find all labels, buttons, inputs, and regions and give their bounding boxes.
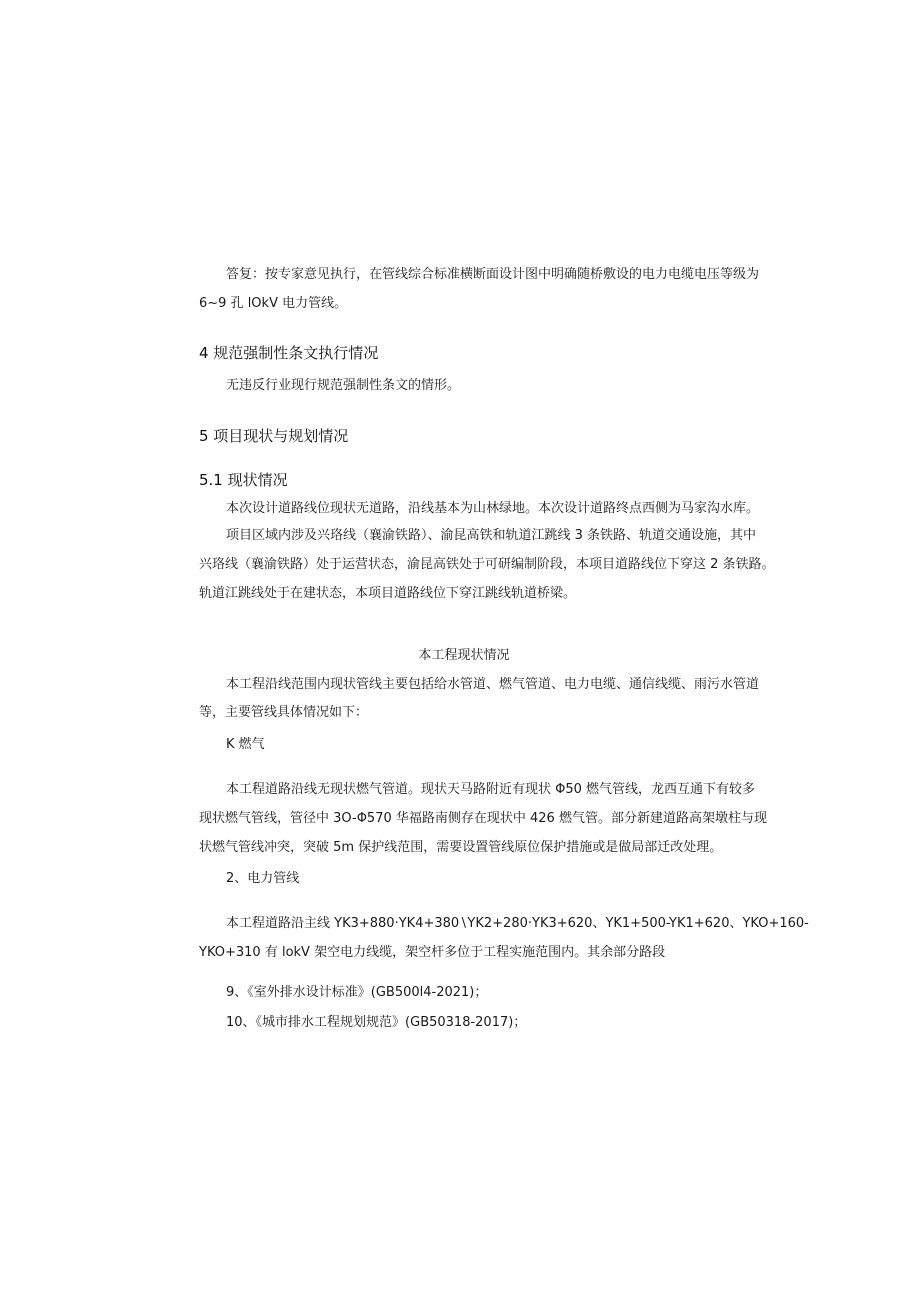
gas-line-1: 本工程道路沿线无现状燃气管道。现状天马路附近有现状 Φ50 燃气管线，龙西互通下有较多 bbox=[226, 782, 756, 797]
gas-line-3: 状燃气管线冲突，突破 5m 保护线范围，需要设置管线原位保护措施或是做局部迁改处理。 bbox=[199, 840, 723, 855]
reference-item-9: 9、《室外排水设计标准》(GB500l4-2021)； bbox=[226, 985, 488, 1000]
power-label: 2、电力管线 bbox=[226, 871, 300, 886]
section-5-1-para-2-line-2: 兴珞线（襄渝铁路）处于运营状态，渝昆高铁处于可研编制阶段，本项目道路线位下穿这 2 条铁路。 bbox=[199, 557, 775, 572]
section-4-body: 无违反行业现行规范强制性条文的情形。 bbox=[226, 378, 461, 393]
reference-item-10: 10、《城市排水工程规划规范》(GB50318-2017)； bbox=[226, 1015, 527, 1030]
section-4-heading: 4 规范强制性条文执行情况 bbox=[199, 344, 379, 362]
reply-line-1: 答复：按专家意见执行，在管线综合标准横断面设计图中明确随桥敷设的电力电缆电压等级为 bbox=[226, 267, 760, 282]
gas-label: K 燃气 bbox=[226, 737, 265, 752]
power-line-2: YKO+310 有 lokV 架空电力线缆，架空杆多位于工程实施范围内。其余部分路段 bbox=[199, 945, 666, 960]
status-intro-line-1: 本工程沿线范围内现状管线主要包括给水管道、燃气管道、电力电缆、通信线缆、雨污水管道 bbox=[226, 677, 760, 692]
section-5-1-heading: 5.1 现状情况 bbox=[199, 471, 288, 489]
status-intro-line-2: 等，主要管线具体情况如下： bbox=[199, 705, 369, 720]
section-5-1-para-2-line-1: 项目区域内涉及兴珞线（襄渝铁路）、渝昆高铁和轨道江跳线 3 条铁路、轨道交通设施，其中 bbox=[226, 528, 757, 543]
gas-line-2: 现状燃气管线，管径中 3O-Φ570 华福路南侧存在现状中 426 燃气管。部分新建道路高架墩柱与现 bbox=[199, 811, 767, 826]
reply-line-2: 6~9 孔 lOkV 电力管线。 bbox=[199, 296, 348, 311]
power-line-1: 本工程道路沿主线 YK3+880·YK4+380∖YK2+280·YK3+620、YK1+500-YK1+620、YKO+160- bbox=[226, 916, 809, 931]
section-5-1-para-2-line-3: 轨道江跳线处于在建状态，本项目道路线位下穿江跳线轨道桥梁。 bbox=[199, 586, 577, 601]
section-5-1-para-1: 本次设计道路线位现状无道路，沿线基本为山林绿地。本次设计道路终点西侧为马家沟水库。 bbox=[226, 501, 760, 516]
status-title: 本工程现状情况 bbox=[418, 648, 510, 663]
section-5-heading: 5 项目现状与规划情况 bbox=[199, 427, 349, 445]
